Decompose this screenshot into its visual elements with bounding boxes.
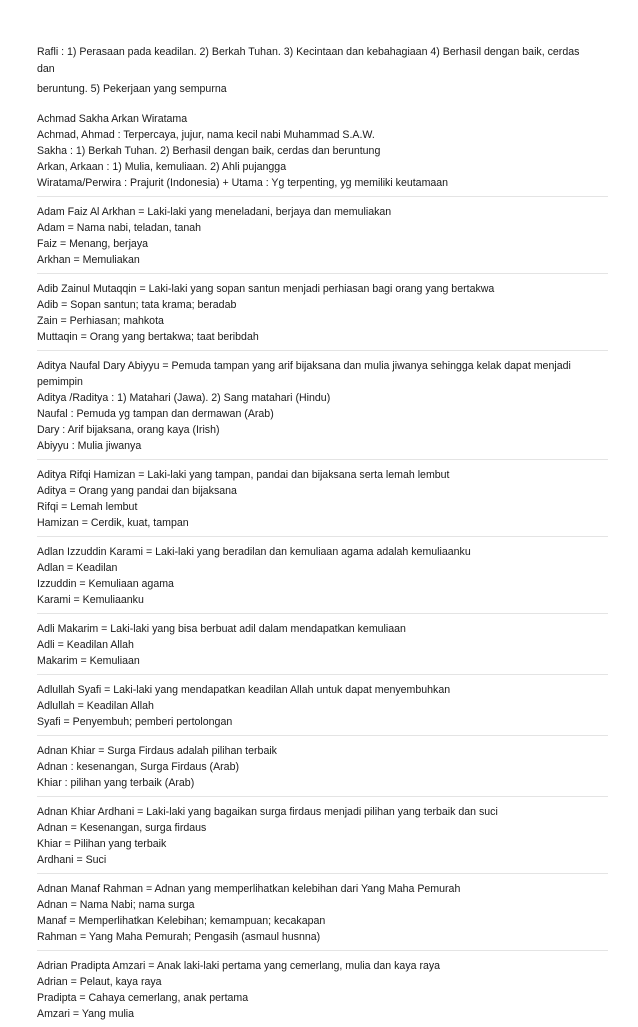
entry-meaning-line: Abiyyu : Mulia jiwanya — [37, 440, 142, 452]
entry-meaning-line: Rifqi = Lemah lembut — [37, 501, 138, 513]
intro-line: dan — [37, 63, 55, 75]
entry-meaning-line: Zain = Perhiasan; mahkota — [37, 315, 164, 327]
entry-meaning-line: Wiratama/Perwira : Prajurit (Indonesia) + Utama : Yg terpenting, yg memiliki keutamaan — [37, 177, 449, 189]
entry-meaning-line: Hamizan = Cerdik, kuat, tampan — [37, 517, 189, 529]
name-entry — [37, 613, 608, 674]
name-entry — [37, 104, 608, 196]
entry-meaning-line: Manaf = Memperlihatkan Kelebihan; kemampuan; kecakapan — [37, 915, 326, 927]
entry-heading: Adnan Khiar Ardhani = Laki-laki yang bagaikan surga firdaus menjadi pilihan yang terbaik dan suci — [37, 806, 498, 818]
entry-meaning-line: Muttaqin = Orang yang bertakwa; taat beribdah — [37, 331, 259, 343]
entry-meaning-line: Sakha : 1) Berkah Tuhan. 2) Berhasil dengan baik, cerdas dan beruntung — [37, 145, 381, 157]
entry-meaning-line: Karami = Kemuliaanku — [37, 594, 144, 606]
entry-meaning-line: Naufal : Pemuda yg tampan dan dermawan (Arab) — [37, 408, 274, 420]
entry-meaning-line: Aditya /Raditya : 1) Matahari (Jawa). 2) Sang matahari (Hindu) — [37, 392, 331, 404]
entry-meaning-line: Arkan, Arkaan : 1) Mulia, kemuliaan. 2) Ahli pujangga — [37, 161, 287, 173]
entry-meaning-line: Makarim = Kemuliaan — [37, 655, 140, 667]
entry-meaning-line: pemimpin — [37, 376, 83, 388]
name-entry — [37, 350, 608, 459]
entry-meaning-line: Izzuddin = Kemuliaan agama — [37, 578, 174, 590]
entry-heading: Adli Makarim = Laki-laki yang bisa berbuat adil dalam mendapatkan kemuliaan — [37, 623, 406, 635]
entry-meaning-line: Adib = Sopan santun; tata krama; beradab — [37, 299, 237, 311]
entry-meaning-line: Adli = Keadilan Allah — [37, 639, 134, 651]
entry-meaning-line: Faiz = Menang, berjaya — [37, 238, 149, 250]
entry-meaning-line: Dary : Arif bijaksana, orang kaya (Irish) — [37, 424, 220, 436]
entry-heading: Adlan Izzuddin Karami = Laki-laki yang beradilan dan kemuliaan agama adalah kemuliaanku — [37, 546, 471, 558]
entry-meaning-line: Pradipta = Cahaya cemerlang, anak pertama — [37, 992, 249, 1004]
name-entry — [37, 196, 608, 273]
entry-meaning-line: Rahman = Yang Maha Pemurah; Pengasih (asmaul husnna) — [37, 931, 321, 943]
entry-meaning-line: Achmad, Ahmad : Terpercaya, jujur, nama kecil nabi Muhammad S.A.W. — [37, 129, 375, 141]
entry-meaning-line: Arkhan = Memuliakan — [37, 254, 140, 266]
entry-heading: Aditya Naufal Dary Abiyyu = Pemuda tampan yang arif bijaksana dan mulia jiwanya sehingga kelak dapat menjadi — [37, 360, 571, 372]
entry-meaning-line: Adlullah = Keadilan Allah — [37, 700, 154, 712]
entry-meaning-line: Khiar : pilihan yang terbaik (Arab) — [37, 777, 195, 789]
intro-line: Rafli : 1) Perasaan pada keadilan. 2) Berkah Tuhan. 3) Kecintaan dan kebahagiaan 4) Berhasil dengan baik, cerdas — [37, 46, 580, 58]
entry-meaning-line: Amzari = Yang mulia — [37, 1008, 135, 1020]
entry-meaning-line: Adlan = Keadilan — [37, 562, 118, 574]
entry-meaning-line: Adnan = Nama Nabi; nama surga — [37, 899, 195, 911]
name-entries-list — [37, 104, 608, 1027]
entry-meaning-line: Adnan : kesenangan, Surga Firdaus (Arab) — [37, 761, 239, 773]
entry-heading: Aditya Rifqi Hamizan = Laki-laki yang tampan, pandai dan bijaksana serta lemah lembut — [37, 469, 450, 481]
intro-line: beruntung. 5) Pekerjaan yang sempurna — [37, 83, 227, 95]
name-entry — [37, 873, 608, 950]
name-entry — [37, 674, 608, 735]
entry-meaning-line: Adrian = Pelaut, kaya raya — [37, 976, 162, 988]
entry-meaning-line: Khiar = Pilihan yang terbaik — [37, 838, 167, 850]
name-entry — [37, 273, 608, 350]
entry-heading: Adib Zainul Mutaqqin = Laki-laki yang sopan santun menjadi perhiasan bagi orang yang bertakwa — [37, 283, 495, 295]
entry-heading: Adam Faiz Al Arkhan = Laki-laki yang meneladani, berjaya dan memuliakan — [37, 206, 392, 218]
name-entry — [37, 536, 608, 613]
entry-heading: Adnan Khiar = Surga Firdaus adalah pilihan terbaik — [37, 745, 277, 757]
entry-heading: Adrian Pradipta Amzari = Anak laki-laki pertama yang cemerlang, mulia dan kaya raya — [37, 960, 441, 972]
name-entry — [37, 950, 608, 1027]
entry-heading: Adnan Manaf Rahman = Adnan yang memperlihatkan kelebihan dari Yang Maha Pemurah — [37, 883, 461, 895]
name-entry — [37, 796, 608, 873]
entry-heading: Achmad Sakha Arkan Wiratama — [37, 113, 188, 125]
name-entry — [37, 735, 608, 796]
entry-meaning-line: Syafi = Penyembuh; pemberi pertolongan — [37, 716, 233, 728]
name-entry — [37, 459, 608, 536]
entry-meaning-line: Ardhani = Suci — [37, 854, 107, 866]
entry-meaning-line: Adnan = Kesenangan, surga firdaus — [37, 822, 207, 834]
entry-meaning-line: Adam = Nama nabi, teladan, tanah — [37, 222, 202, 234]
entry-meaning-line: Aditya = Orang yang pandai dan bijaksana — [37, 485, 237, 497]
entry-heading: Adlullah Syafi = Laki-laki yang mendapatkan keadilan Allah untuk dapat menyembuhkan — [37, 684, 451, 696]
intro-paragraph — [37, 44, 608, 98]
